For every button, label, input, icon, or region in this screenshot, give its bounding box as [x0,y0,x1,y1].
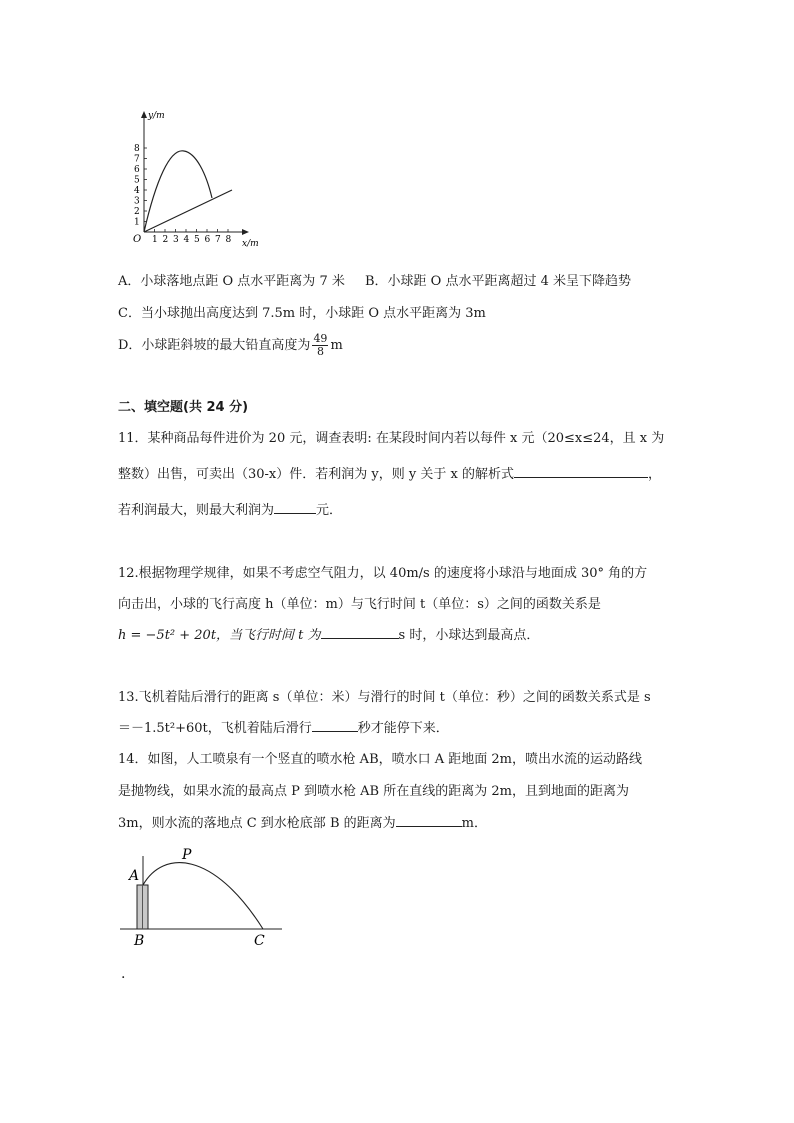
q12-answer-blank[interactable] [321,624,399,639]
y-axis-arrow [141,111,147,118]
x-tick-label: 5 [194,235,200,245]
q11-line3-end: 元． [316,503,343,518]
q12-line3 [118,624,539,643]
x-axis-label: x/m [242,239,259,249]
q13-line2 [118,717,449,736]
q11-line3 [118,499,342,518]
ball-trajectory [144,151,212,232]
slope-line [144,190,232,232]
q12-line1: 12.根据物理学规律，如果不考虑空气阻力，以 40m/s 的速度将小球沿与地面成 30° 角的方 [118,566,648,581]
q14-line1: 14．如图，人工喷泉有一个竖直的喷水枪 AB，喷水口 A 距地面 2m，喷出水流的运动路线 [118,752,642,767]
q11-line2-end: ， [647,467,661,482]
choice-d-prefix: D．小球距斜坡的最大铅直高度为 [118,338,311,353]
q11-line1: 11．某种商品每件进价为 20 元，调查表明: 在某段时间内若以每件 x 元（20≤x≤24，且 x 为 [118,431,665,446]
y-tick-label: 4 [134,186,140,196]
fraction-numerator: 49 [313,332,328,345]
x-tick-label: 1 [152,235,158,245]
section-title: 二、填空题(共 24 分) [118,400,249,415]
y-tick-label: 1 [134,217,140,228]
q14-line3-end: m． [461,816,487,831]
trailing-dot: . [121,966,126,982]
x-axis-arrow [242,229,249,235]
choice-a: A．小球落地点距 O 点水平距离为 7 米 [118,274,345,289]
q13-line2-text: ＝－1.5t²+60t，飞机着陆后滑行 [118,721,312,736]
projectile-graph [128,108,268,250]
x-tick-label: 4 [183,235,190,245]
q11-answer-blank-1[interactable] [514,463,648,478]
q12-line3-end: s 时，小球达到最高点． [398,628,540,643]
q11-line2-text: 整数）出售，可卖出（30-x）件．若利润为 y，则 y 关于 x 的解析式 [118,467,514,482]
x-tick-label: 3 [173,235,179,245]
q14-line2: 是抛物线，如果水流的最高点 P 到喷水枪 AB 所在直线的距离为 2m，且到地面的距离为 [118,784,629,799]
choice-d-suffix: m [330,338,343,353]
fountain-diagram [118,842,298,950]
label-b: B [134,933,145,949]
y-axis-label: y/m [148,111,165,121]
y-tick-label: 2 [134,207,140,217]
q11-line3-text: 若利润最大，则最大利润为 [118,503,275,518]
x-tick-label: 2 [162,235,169,245]
q13-answer-blank[interactable] [312,717,358,732]
choice-c: C．当小球抛出高度达到 7.5m 时，小球距 O 点水平距离为 3m [118,306,486,321]
water-stream-parabola [143,863,263,929]
q11-line2 [118,463,661,482]
q11-answer-blank-2[interactable] [274,499,316,514]
y-tick-label: 8 [134,144,140,154]
x-tick-label: 8 [225,235,232,245]
q12-line3-text: h = −5t² + 20t，当飞行时间 t 为 [118,628,321,643]
q13-line2-end: 秒才能停下来． [357,721,449,736]
choice-b: B．小球距 O 点水平距离超过 4 米呈下降趋势 [365,274,632,289]
label-c: C [254,933,265,949]
fraction [312,333,328,358]
fraction-denominator: 8 [316,345,324,358]
label-a: A [129,868,140,884]
x-tick-label: 7 [215,235,221,245]
q14-answer-blank[interactable] [396,812,462,827]
label-p: P [182,847,192,863]
q14-line3 [118,812,487,831]
x-tick-label: 6 [204,235,211,245]
y-tick-label: 7 [134,154,140,165]
q14-line3-text: 3m，则水流的落地点 C 到水枪底部 B 的距离为 [118,816,396,831]
choice-d [118,333,343,358]
y-tick-label: 3 [134,196,140,207]
y-tick-label: 6 [134,165,140,175]
origin-label: O [133,234,142,245]
q12-line2: 向击出，小球的飞行高度 h（单位：m）与飞行时间 t（单位：s）之间的函数关系是 [118,597,601,612]
y-tick-label: 5 [134,175,140,186]
q13-line1: 13.飞机着陆后滑行的距离 s（单位：米）与滑行的时间 t（单位：秒）之间的函数关系式是 s [118,690,651,705]
